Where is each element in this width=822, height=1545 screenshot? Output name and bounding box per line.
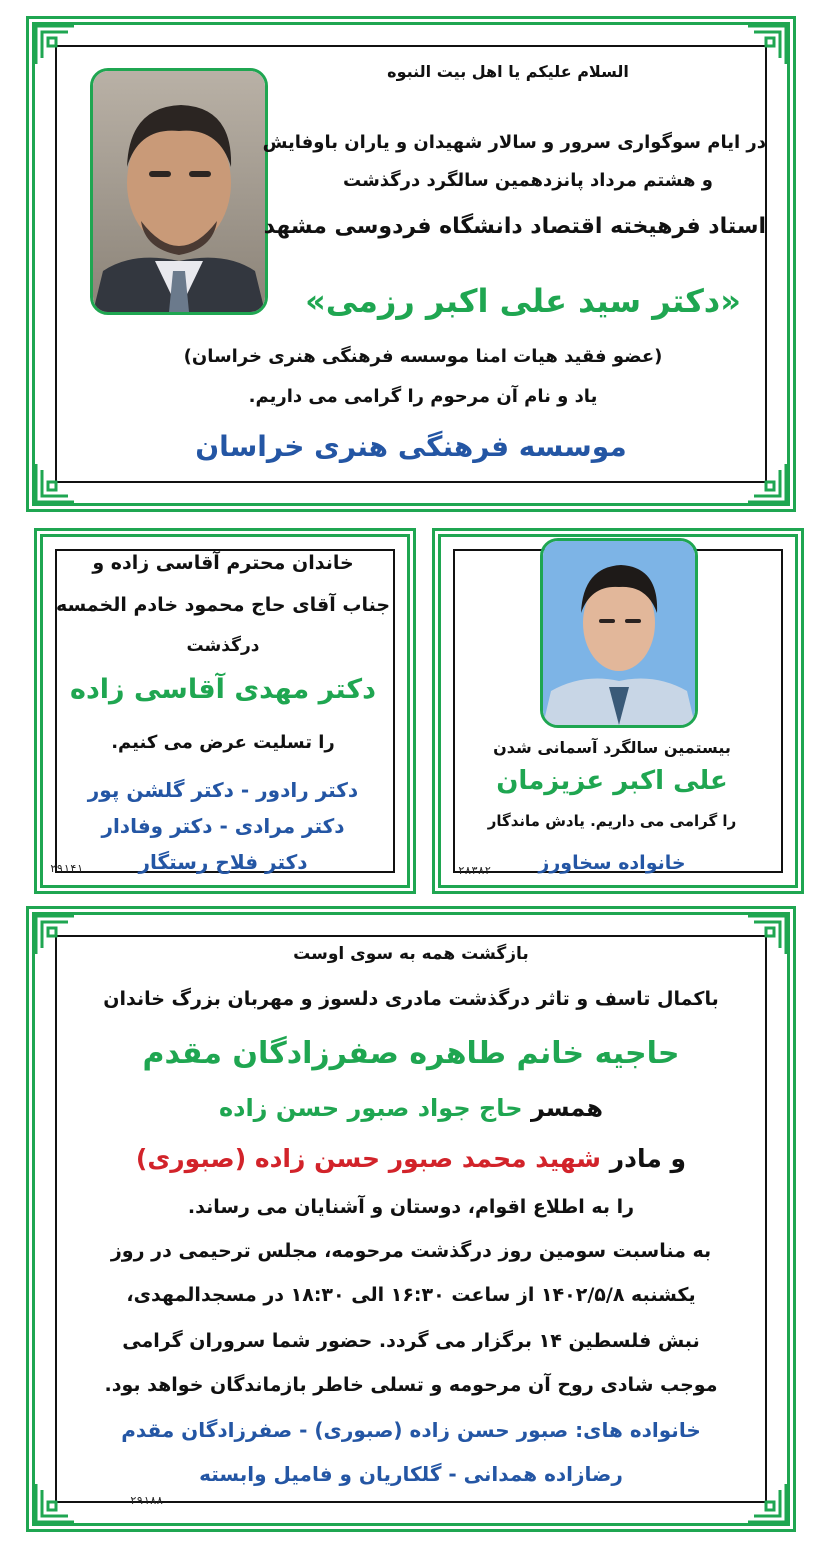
signature: خانواده سخاورز: [538, 852, 686, 874]
passing-word: درگذشت: [186, 636, 260, 656]
role-line: (عضو فقید هیات امنا موسسه فرهنگی هنری خراسان): [183, 346, 663, 367]
announce-line: را به اطلاع اقوام، دوستان و آشنایان می رساند.: [187, 1196, 635, 1218]
corner-ornament-icon: [32, 460, 78, 506]
deceased-name: دکتر مهدی آقاسی زاده: [70, 674, 376, 705]
spouse-line: [60, 1094, 762, 1122]
families-line-1: خانواده های: صبور حسن زاده (صبوری) - صفرزادگان مقدم: [121, 1418, 701, 1442]
intro-line-2: و هشتم مرداد پانزدهمین سالگرد درگذشت: [343, 170, 713, 191]
corner-ornament-icon: [32, 22, 78, 68]
signature: موسسه فرهنگی هنری خراسان: [195, 430, 627, 463]
remembrance-line: را گرامی می داریم. یادش ماندگار: [487, 812, 737, 830]
portrait-man-suit-icon: [90, 68, 268, 315]
intro-line: باکمال تاسف و تاثر درگذشت مادری دلسوز و مهربان بزرگ خاندان: [103, 988, 719, 1010]
signatory-line-3: دکتر فلاح رستگار: [138, 850, 308, 874]
deceased-name: حاجیه خانم طاهره صفرزادگان مقدم: [142, 1036, 680, 1071]
spouse-prefix: همسر: [530, 1094, 604, 1122]
intro-line-1: در ایام سوگواری سرور و سالار شهیدان و یاران باوفایش: [262, 132, 766, 153]
signatory-line-1: دکتر رادور - دکتر گلشن پور: [87, 778, 359, 802]
corner-ornament-icon: [32, 1480, 78, 1526]
addressee-line-2: جناب آقای حاج محمود خادم الخمسه: [55, 594, 391, 616]
portrait-young-man-icon: [540, 538, 698, 728]
ceremony-line-2: یکشنبه ۱۴۰۲/۵/۸ از ساعت ۱۶:۳۰ الی ۱۸:۳۰ در مسجدالمهدی،: [126, 1284, 696, 1306]
ceremony-line-4: موجب شادی روح آن مرحومه و تسلی خاطر بازماندگان خواهد بود.: [104, 1374, 718, 1396]
martyr-name: شهید محمد صبور حسن زاده (صبوری): [135, 1144, 601, 1173]
ceremony-line-3: نبش فلسطین ۱۴ برگزار می گردد. حضور شما سروران گرامی: [122, 1330, 700, 1352]
intro-line-3: استاد فرهیخته اقتصاد دانشگاه فردوسی مشهد: [263, 214, 766, 239]
families-line-2: رضازاده همدانی - گلکاریان و فامیل وابسته: [199, 1462, 623, 1486]
mother-prefix: و مادر: [609, 1144, 687, 1173]
ad-code: ۲۸۳۸۲: [458, 864, 492, 877]
condolence-line: را تسلیت عرض می کنیم.: [111, 732, 335, 753]
ceremony-line-1: به مناسبت سومین روز درگذشت مرحومه، مجلس ترحیمی در روز: [110, 1240, 712, 1262]
ad-code: ۲۹۱۴۱: [50, 862, 84, 875]
spouse-name: حاج جواد صبور حسن زاده: [218, 1094, 523, 1122]
signatory-line-2: دکتر مرادی - دکتر وفادار: [101, 814, 345, 838]
corner-ornament-icon: [744, 1480, 790, 1526]
anniversary-line: بیستمین سالگرد آسمانی شدن: [493, 738, 731, 757]
condolence-notice-aghasizadeh: [34, 528, 416, 894]
header-line: بازگشت همه به سوی اوست: [293, 944, 529, 964]
deceased-name: علی اکبر عزیزمان: [496, 766, 728, 796]
addressee-line-1: خاندان محترم آقاسی زاده و: [92, 552, 354, 574]
corner-ornament-icon: [744, 22, 790, 68]
corner-ornament-icon: [744, 460, 790, 506]
greeting-line: السلام علیکم یا اهل بیت النبوه: [387, 62, 629, 81]
remembrance-line: یاد و نام آن مرحوم را گرامی می داریم.: [248, 386, 598, 407]
deceased-name: «دکتر سید علی اکبر رزمی»: [305, 282, 741, 320]
ad-code: ۲۹۱۸۸: [130, 1494, 164, 1507]
mother-line: [60, 1144, 762, 1173]
